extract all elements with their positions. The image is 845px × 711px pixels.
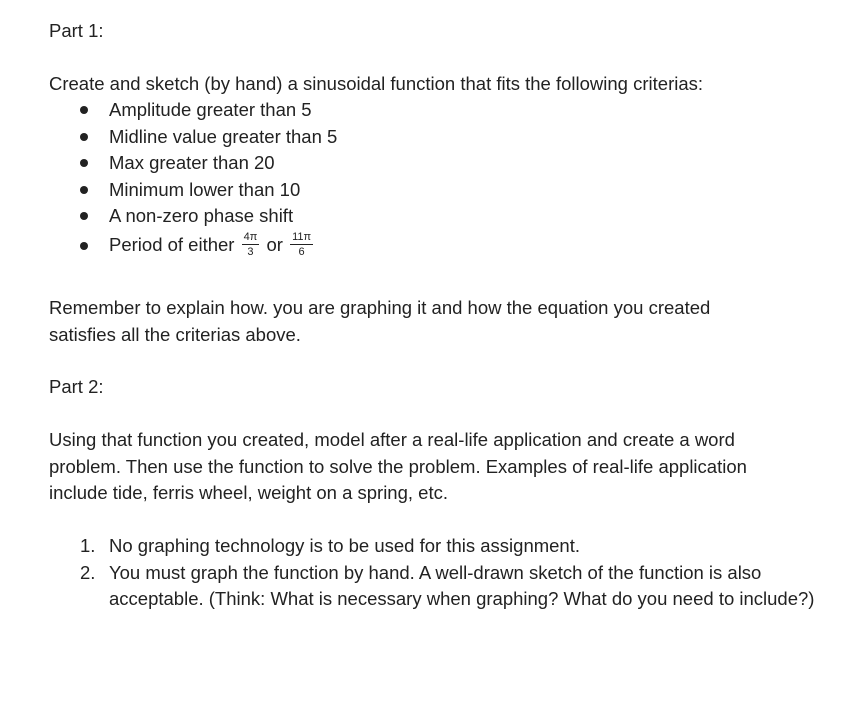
bullet-icon	[80, 159, 88, 167]
part2-para-line-3: include tide, ferris wheel, weight on a spring, etc.	[49, 482, 448, 503]
bullet-icon	[80, 186, 88, 194]
period-expression: Period of either $\frac{4\pi}{3}$ or $\frac{11\pi}{6}$	[109, 230, 312, 258]
part1-heading: Part 1:	[49, 20, 104, 41]
bullet-icon	[80, 212, 88, 220]
part2-heading: Part 2:	[49, 376, 104, 397]
reminder-line-1: Remember to explain how. you are graphing it and how the equation you created	[49, 297, 711, 318]
bullet-icon	[80, 242, 88, 250]
bullet-icon	[80, 133, 88, 141]
part1-intro: Create and sketch (by hand) a sinusoidal function that fits the following criterias:	[49, 73, 704, 94]
fraction-4pi-over-3: $\frac{4\pi}{3}$	[243, 230, 258, 258]
bullet-icon	[80, 106, 88, 114]
part2-para-line-1: Using that function you created, model after a real-life application and create a word	[49, 429, 735, 450]
fraction-11pi-over-6: $\frac{11\pi}{6}$	[292, 230, 312, 258]
reminder-line-2: satisfies all the criterias above.	[49, 323, 301, 345]
part2-para-line-2: problem. Then use the function to solve the problem. Examples of real-life application	[49, 455, 747, 477]
